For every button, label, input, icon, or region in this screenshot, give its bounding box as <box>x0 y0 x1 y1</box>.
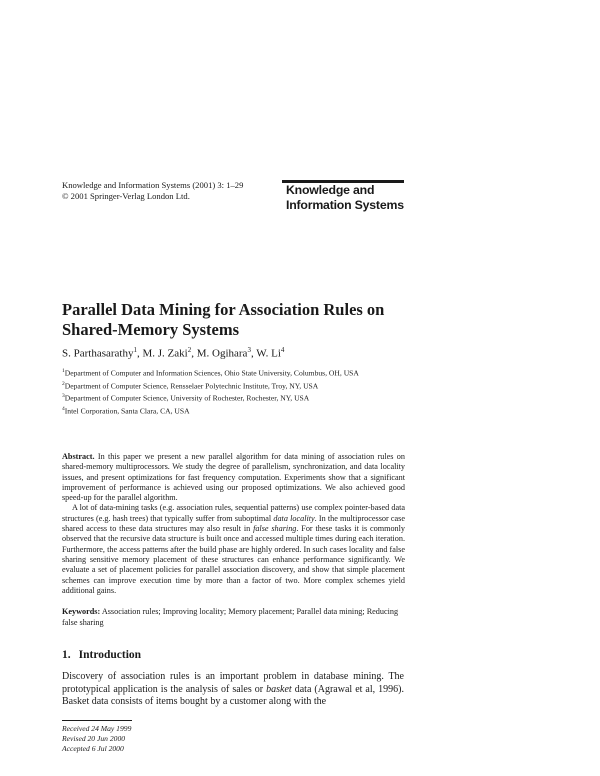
affiliation-sup: 1 <box>62 368 65 374</box>
footnote-rule <box>62 720 132 721</box>
affiliation-sup: 3 <box>62 393 65 400</box>
author-sup: 2 <box>187 346 192 354</box>
abstract-text: . In the multiprocessor case shared access to these data structures may also result in <box>62 513 405 534</box>
abstract-paragraph-1 <box>62 452 405 503</box>
section-title: Introduction <box>78 649 142 661</box>
keywords-text: Association rules; Improving locality; Memory placement; Parallel data mining; Reducing false sharing <box>62 607 399 627</box>
journal-copyright: © 2001 Springer-Verlag London Ltd. <box>62 191 190 201</box>
affiliation-item <box>62 366 359 379</box>
author-name: W. Li <box>256 347 281 360</box>
affiliation-text: Department of Computer Science, University of Rochester, Rochester, NY, USA <box>64 394 310 403</box>
affiliation-sup: 4 <box>62 406 65 413</box>
abstract-paragraph-2 <box>62 503 405 596</box>
received-dates <box>62 724 131 753</box>
journal-logo <box>286 183 404 212</box>
abstract-text: . For these tasks it is commonly observed that the recursive data structure is built once and accessed multiple times during each iteration. Furthermore, the access patterns after the build phase are highly ordered. In such cases locality and false sharing sensitive memory placement of these structures can enhance performance significantly. We evaluate a set of placement policies for parallel association discovery, and show that simple placement schemes can improve execution time by more than a factor of two. More complex schemes yield additional gains. <box>62 524 406 595</box>
abstract-emphasis: false sharing <box>253 524 297 534</box>
intro-text: data (Agrawal et al, 1996). Basket data consists of items bought by a customer along with the <box>62 683 405 708</box>
abstract-text: A lot of data-mining tasks (e.g. association rules, sequential patterns) use complex pointer-based data structures (e.g. hash trees) that typically suffer from suboptimal <box>62 503 405 523</box>
affiliation-item <box>62 391 359 404</box>
abstract-label: Abstract. <box>62 452 95 461</box>
affiliation-item <box>62 404 359 417</box>
author-sup: 4 <box>280 346 285 354</box>
keywords-label: Keywords: <box>62 607 101 616</box>
intro-paragraph <box>62 671 404 709</box>
abstract-text: In this paper we present a new parallel algorithm for data mining of association rules on shared-memory multiprocessors. We study the degree of parallelism, synchronization, and data locality issues, and present optimizations for fast frequency computation. Experiments show that a significant improvement of performance is achieved using our proposed optimizations. We also achieved good speed-up for the parallel algorithm. <box>62 452 405 503</box>
received-date: Received 24 May 1999 <box>62 724 132 733</box>
author-sup: 3 <box>247 346 251 354</box>
journal-logo-line2: Information Systems <box>286 197 404 212</box>
section-number: 1. <box>62 649 71 661</box>
abstract-emphasis: data locality <box>273 513 315 523</box>
author-name: M. Ogihara <box>196 347 248 360</box>
keywords <box>62 606 405 628</box>
journal-citation: Knowledge and Information Systems (2001) 3: 1–29 <box>62 180 244 190</box>
affiliation-text: Department of Computer and Information Sciences, Ohio State University, Columbus, OH, USA <box>64 368 359 378</box>
author-name: S. Parthasarathy <box>62 347 134 360</box>
affiliations <box>62 366 359 417</box>
intro-text: Discovery of association rules is an important problem in database mining. The prototypical application is the analysis of sales or <box>62 671 404 695</box>
affiliation-item <box>62 379 359 392</box>
section-heading <box>62 649 141 661</box>
affiliation-text: Intel Corporation, Santa Clara, CA, USA <box>64 406 190 416</box>
journal-logo-line1: Knowledge and <box>286 183 375 197</box>
accepted-date: Accepted 6 Jul 2000 <box>62 743 124 753</box>
paper-title-line1: Parallel Data Mining for Association Rules on <box>62 300 385 319</box>
paper-title-line2: Shared-Memory Systems <box>62 320 240 339</box>
paper-title <box>62 300 462 340</box>
affiliation-sup: 2 <box>62 380 65 387</box>
affiliation-text: Department of Computer Science, Rensselaer Polytechnic Institute, Troy, NY, USA <box>64 381 319 391</box>
author-list: S. Parthasarathy$^1$, M. J. Zaki$^2$, M. Ogihara$^3$, W. Li$^4$ <box>62 346 285 360</box>
author-name: M. J. Zaki <box>142 347 188 360</box>
author-sup: 1 <box>133 346 137 354</box>
abstract <box>62 452 405 596</box>
revised-date: Revised 20 Jun 2000 <box>62 733 126 743</box>
intro-emphasis: basket <box>266 683 292 695</box>
journal-citation-block <box>62 180 243 202</box>
